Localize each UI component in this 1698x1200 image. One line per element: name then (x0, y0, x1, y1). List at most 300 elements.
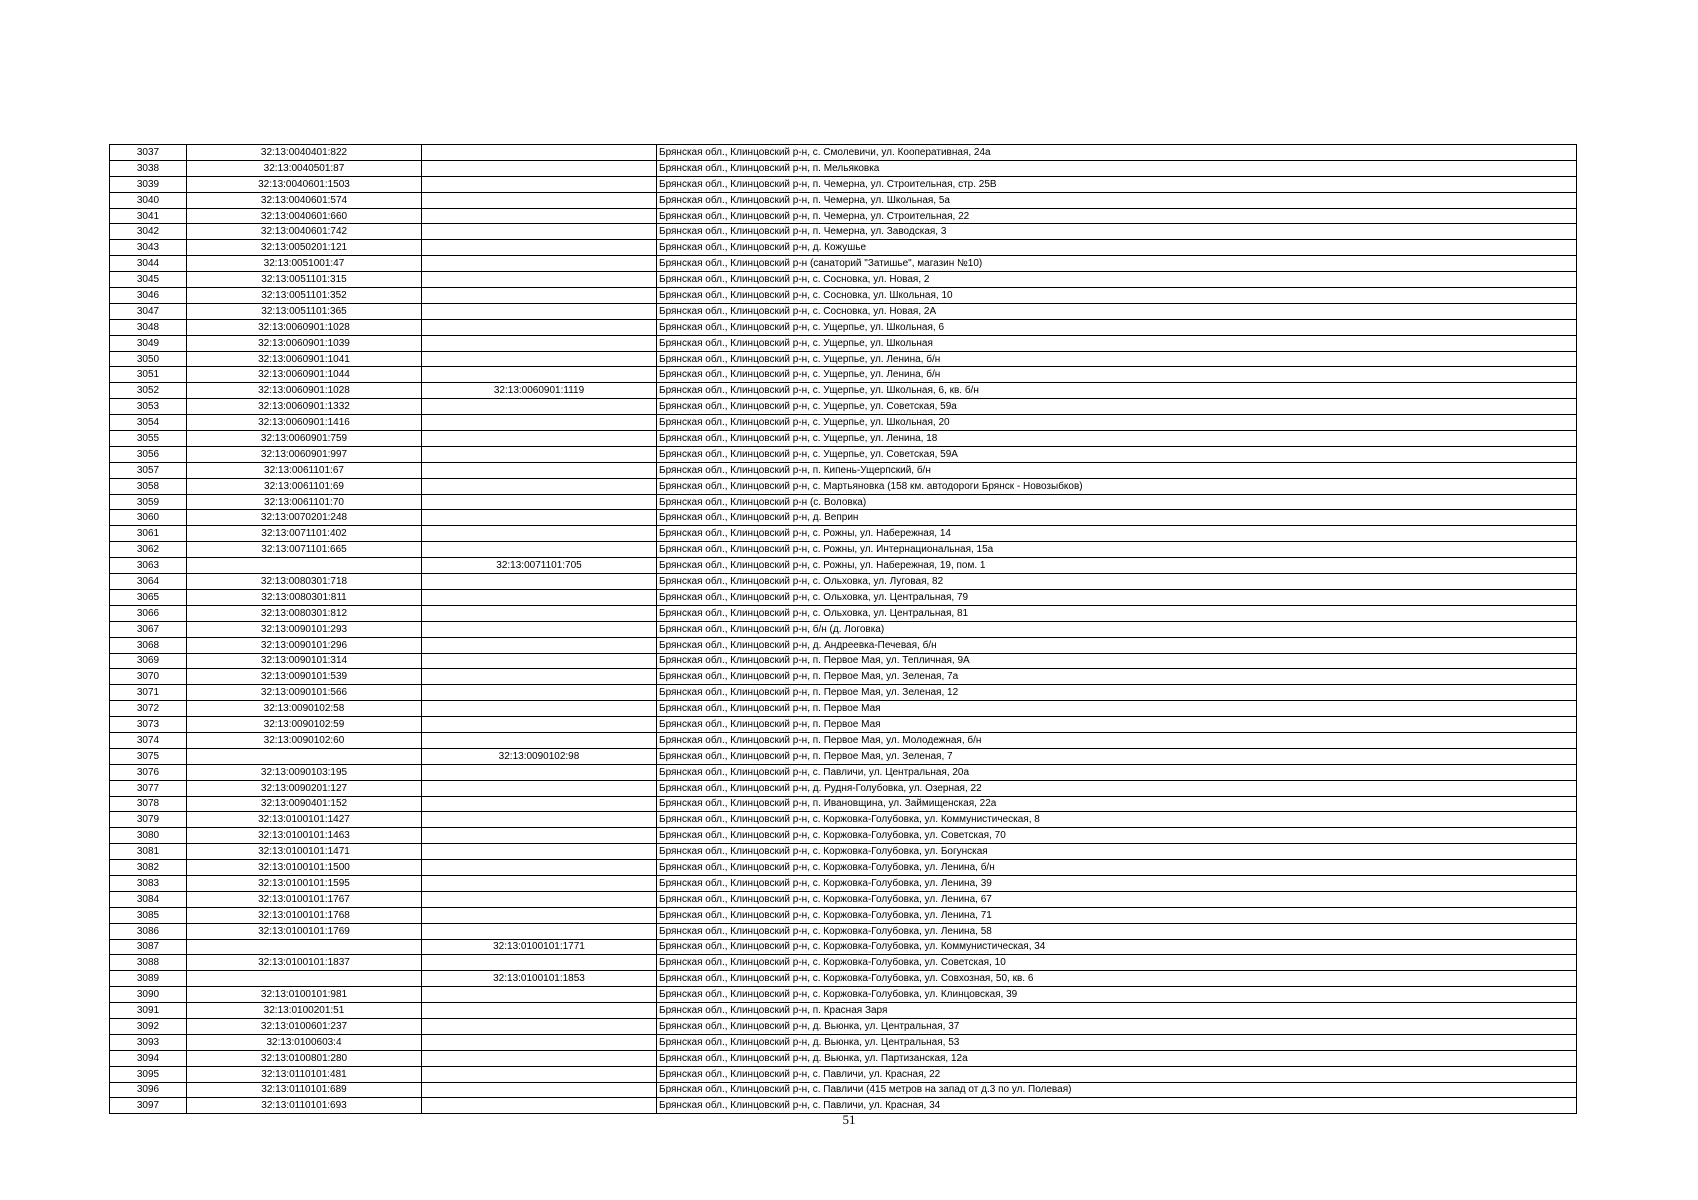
row-number-cell: 3058 (110, 478, 187, 494)
address-cell: Брянская обл., Клинцовский р-н, п. Чемерна, ул. Школьная, 5а (657, 192, 1577, 208)
secondary-cadastral-number-cell (422, 637, 657, 653)
address-cell: Брянская обл., Клинцовский р-н, д. Кожушье (657, 240, 1577, 256)
address-cell: Брянская обл., Клинцовский р-н, п. Первое Мая, ул. Зеленая, 7 (657, 748, 1577, 764)
row-number-cell: 3037 (110, 145, 187, 161)
table-row (110, 732, 1577, 748)
table-row (110, 764, 1577, 780)
secondary-cadastral-number-cell (422, 780, 657, 796)
table-row (110, 240, 1577, 256)
table-row (110, 1082, 1577, 1098)
address-cell: Брянская обл., Клинцовский р-н, с. Рожны, ул. Набережная, 14 (657, 526, 1577, 542)
secondary-cadastral-number-cell (422, 860, 657, 876)
table-row (110, 939, 1577, 955)
secondary-cadastral-number-cell (422, 399, 657, 415)
address-cell: Брянская обл., Клинцовский р-н, с. Ущерпье, ул. Школьная (657, 335, 1577, 351)
cadastral-number-cell: 32:13:0090101:314 (187, 653, 422, 669)
secondary-cadastral-number-cell (422, 605, 657, 621)
cadastral-number-cell: 32:13:0071101:665 (187, 542, 422, 558)
secondary-cadastral-number-cell (422, 319, 657, 335)
table-row (110, 669, 1577, 685)
table-row (110, 907, 1577, 923)
cadastral-number-cell: 32:13:0080301:812 (187, 605, 422, 621)
row-number-cell: 3076 (110, 764, 187, 780)
address-cell: Брянская обл., Клинцовский р-н, с. Ольховка, ул. Центральная, 79 (657, 589, 1577, 605)
secondary-cadastral-number-cell (422, 526, 657, 542)
cadastral-number-cell: 32:13:0100101:1769 (187, 923, 422, 939)
table-row (110, 542, 1577, 558)
cadastral-number-cell: 32:13:0100101:1463 (187, 828, 422, 844)
table-row (110, 780, 1577, 796)
row-number-cell: 3066 (110, 605, 187, 621)
table-row (110, 510, 1577, 526)
row-number-cell: 3096 (110, 1082, 187, 1098)
secondary-cadastral-number-cell: 32:13:0071101:705 (422, 558, 657, 574)
cadastral-number-cell (187, 558, 422, 574)
table-row (110, 875, 1577, 891)
table-row (110, 176, 1577, 192)
row-number-cell: 3088 (110, 955, 187, 971)
cadastral-number-cell: 32:13:0060901:1332 (187, 399, 422, 415)
table-row (110, 1018, 1577, 1034)
address-cell: Брянская обл., Клинцовский р-н, п. Красная Заря (657, 1003, 1577, 1019)
address-cell: Брянская обл., Клинцовский р-н, п. Чемерна, ул. Строительная, 22 (657, 208, 1577, 224)
address-cell: Брянская обл., Клинцовский р-н, с. Коржовка-Голубовка, ул. Ленина, 67 (657, 891, 1577, 907)
table-row (110, 653, 1577, 669)
row-number-cell: 3051 (110, 367, 187, 383)
secondary-cadastral-number-cell (422, 224, 657, 240)
secondary-cadastral-number-cell (422, 494, 657, 510)
address-cell: Брянская обл., Клинцовский р-н, с. Ущерпье, ул. Советская, 59а (657, 399, 1577, 415)
cadastral-number-cell: 32:13:0100101:1595 (187, 875, 422, 891)
secondary-cadastral-number-cell: 32:13:0100101:1771 (422, 939, 657, 955)
secondary-cadastral-number-cell (422, 621, 657, 637)
row-number-cell: 3078 (110, 796, 187, 812)
table-row (110, 478, 1577, 494)
address-cell: Брянская обл., Клинцовский р-н, п. Первое Мая, ул. Зеленая, 12 (657, 685, 1577, 701)
row-number-cell: 3046 (110, 288, 187, 304)
address-cell: Брянская обл., Клинцовский р-н, д. Вьюнка, ул. Центральная, 37 (657, 1018, 1577, 1034)
row-number-cell: 3043 (110, 240, 187, 256)
address-cell: Брянская обл., Клинцовский р-н, д. Рудня-Голубовка, ул. Озерная, 22 (657, 780, 1577, 796)
table-row (110, 160, 1577, 176)
secondary-cadastral-number-cell (422, 415, 657, 431)
cadastral-number-cell: 32:13:0110101:693 (187, 1098, 422, 1114)
secondary-cadastral-number-cell: 32:13:0090102:98 (422, 748, 657, 764)
secondary-cadastral-number-cell (422, 256, 657, 272)
row-number-cell: 3065 (110, 589, 187, 605)
address-cell: Брянская обл., Клинцовский р-н, п. Чемерна, ул. Заводская, 3 (657, 224, 1577, 240)
secondary-cadastral-number-cell (422, 796, 657, 812)
address-cell: Брянская обл., Клинцовский р-н, с. Коржовка-Голубовка, ул. Богунская (657, 844, 1577, 860)
secondary-cadastral-number-cell (422, 303, 657, 319)
secondary-cadastral-number-cell (422, 272, 657, 288)
table-row (110, 319, 1577, 335)
address-cell: Брянская обл., Клинцовский р-н, д. Веприн (657, 510, 1577, 526)
cadastral-number-cell: 32:13:0090101:296 (187, 637, 422, 653)
address-cell: Брянская обл., Клинцовский р-н, с. Коржовка-Голубовка, ул. Советская, 70 (657, 828, 1577, 844)
secondary-cadastral-number-cell (422, 1034, 657, 1050)
cadastral-number-cell: 32:13:0040501:87 (187, 160, 422, 176)
address-cell: Брянская обл., Клинцовский р-н, с. Ущерпье, ул. Школьная, 6, кв. б/н (657, 383, 1577, 399)
secondary-cadastral-number-cell (422, 1066, 657, 1082)
table-row (110, 621, 1577, 637)
cadastral-number-cell: 32:13:0090401:152 (187, 796, 422, 812)
cadastral-number-cell: 32:13:0040601:660 (187, 208, 422, 224)
address-cell: Брянская обл., Клинцовский р-н, с. Мартьяновка (158 км. автодороги Брянск - Новозыбков) (657, 478, 1577, 494)
table-row (110, 812, 1577, 828)
secondary-cadastral-number-cell (422, 160, 657, 176)
address-cell: Брянская обл., Клинцовский р-н, с. Смолевичи, ул. Кооперативная, 24а (657, 145, 1577, 161)
address-cell: Брянская обл., Клинцовский р-н, с. Павличи, ул. Центральная, 20а (657, 764, 1577, 780)
row-number-cell: 3052 (110, 383, 187, 399)
row-number-cell: 3080 (110, 828, 187, 844)
cadastral-number-cell: 32:13:0060901:997 (187, 446, 422, 462)
row-number-cell: 3077 (110, 780, 187, 796)
row-number-cell: 3075 (110, 748, 187, 764)
address-cell: Брянская обл., Клинцовский р-н, с. Рожны, ул. Набережная, 19, пом. 1 (657, 558, 1577, 574)
cadastral-number-cell: 32:13:0080301:718 (187, 574, 422, 590)
secondary-cadastral-number-cell (422, 431, 657, 447)
cadastral-number-cell: 32:13:0100101:1471 (187, 844, 422, 860)
secondary-cadastral-number-cell (422, 1050, 657, 1066)
address-cell: Брянская обл., Клинцовский р-н, п. Первое Мая, ул. Молодежная, б/н (657, 732, 1577, 748)
cadastral-number-cell: 32:13:0060901:759 (187, 431, 422, 447)
table-row (110, 891, 1577, 907)
cadastral-number-cell (187, 748, 422, 764)
cadastral-number-cell: 32:13:0060901:1028 (187, 383, 422, 399)
address-cell: Брянская обл., Клинцовский р-н, б/н (д. Логовка) (657, 621, 1577, 637)
table-row (110, 303, 1577, 319)
cadastral-number-cell: 32:13:0090101:566 (187, 685, 422, 701)
row-number-cell: 3056 (110, 446, 187, 462)
address-cell: Брянская обл., Клинцовский р-н (с. Воловка) (657, 494, 1577, 510)
registry-table-body (110, 145, 1577, 1114)
table-row (110, 574, 1577, 590)
secondary-cadastral-number-cell (422, 764, 657, 780)
secondary-cadastral-number-cell (422, 145, 657, 161)
table-row (110, 256, 1577, 272)
secondary-cadastral-number-cell (422, 891, 657, 907)
cadastral-number-cell: 32:13:0051101:315 (187, 272, 422, 288)
secondary-cadastral-number-cell (422, 542, 657, 558)
address-cell: Брянская обл., Клинцовский р-н, п. Первое Мая (657, 717, 1577, 733)
address-cell: Брянская обл., Клинцовский р-н, п. Ивановщина, ул. Займищенская, 22а (657, 796, 1577, 812)
address-cell: Брянская обл., Клинцовский р-н, д. Андреевка-Печевая, б/н (657, 637, 1577, 653)
cadastral-number-cell: 32:13:0060901:1039 (187, 335, 422, 351)
row-number-cell: 3067 (110, 621, 187, 637)
row-number-cell: 3064 (110, 574, 187, 590)
address-cell: Брянская обл., Клинцовский р-н, с. Павличи (415 метров на запад от д.3 по ул. Полевая) (657, 1082, 1577, 1098)
cadastral-number-cell: 32:13:0061101:67 (187, 462, 422, 478)
row-number-cell: 3038 (110, 160, 187, 176)
secondary-cadastral-number-cell (422, 240, 657, 256)
address-cell: Брянская обл., Клинцовский р-н, п. Кипень-Ущерпский, б/н (657, 462, 1577, 478)
row-number-cell: 3074 (110, 732, 187, 748)
address-cell: Брянская обл., Клинцовский р-н, с. Ущерпье, ул. Школьная, 20 (657, 415, 1577, 431)
address-cell: Брянская обл., Клинцовский р-н, с. Коржовка-Голубовка, ул. Совхозная, 50, кв. 6 (657, 971, 1577, 987)
table-row (110, 558, 1577, 574)
cadastral-number-cell: 32:13:0100201:51 (187, 1003, 422, 1019)
table-row (110, 971, 1577, 987)
table-row (110, 351, 1577, 367)
secondary-cadastral-number-cell (422, 574, 657, 590)
secondary-cadastral-number-cell (422, 1003, 657, 1019)
cadastral-number-cell: 32:13:0100601:237 (187, 1018, 422, 1034)
cadastral-number-cell: 32:13:0040401:822 (187, 145, 422, 161)
row-number-cell: 3090 (110, 987, 187, 1003)
row-number-cell: 3091 (110, 1003, 187, 1019)
row-number-cell: 3073 (110, 717, 187, 733)
cadastral-number-cell: 32:13:0060901:1028 (187, 319, 422, 335)
row-number-cell: 3039 (110, 176, 187, 192)
cadastral-number-cell: 32:13:0060901:1416 (187, 415, 422, 431)
cadastral-number-cell: 32:13:0090103:195 (187, 764, 422, 780)
address-cell: Брянская обл., Клинцовский р-н, с. Ольховка, ул. Центральная, 81 (657, 605, 1577, 621)
address-cell: Брянская обл., Клинцовский р-н, с. Коржовка-Голубовка, ул. Ленина, 58 (657, 923, 1577, 939)
table-row (110, 796, 1577, 812)
address-cell: Брянская обл., Клинцовский р-н, д. Вьюнка, ул. Центральная, 53 (657, 1034, 1577, 1050)
table-row (110, 955, 1577, 971)
row-number-cell: 3071 (110, 685, 187, 701)
table-row (110, 685, 1577, 701)
cadastral-number-cell: 32:13:0090101:293 (187, 621, 422, 637)
table-row (110, 272, 1577, 288)
row-number-cell: 3079 (110, 812, 187, 828)
table-row (110, 145, 1577, 161)
secondary-cadastral-number-cell (422, 955, 657, 971)
address-cell: Брянская обл., Клинцовский р-н, с. Сосновка, ул. Новая, 2 (657, 272, 1577, 288)
address-cell: Брянская обл., Клинцовский р-н, с. Коржовка-Голубовка, ул. Ленина, б/н (657, 860, 1577, 876)
table-row (110, 208, 1577, 224)
row-number-cell: 3061 (110, 526, 187, 542)
secondary-cadastral-number-cell (422, 176, 657, 192)
address-cell: Брянская обл., Клинцовский р-н, с. Сосновка, ул. Новая, 2А (657, 303, 1577, 319)
cadastral-number-cell: 32:13:0100101:981 (187, 987, 422, 1003)
table-row (110, 828, 1577, 844)
secondary-cadastral-number-cell (422, 987, 657, 1003)
address-cell: Брянская обл., Клинцовский р-н, п. Первое Мая, ул. Тепличная, 9А (657, 653, 1577, 669)
secondary-cadastral-number-cell (422, 907, 657, 923)
row-number-cell: 3041 (110, 208, 187, 224)
cadastral-number-cell: 32:13:0060901:1041 (187, 351, 422, 367)
table-row (110, 367, 1577, 383)
row-number-cell: 3054 (110, 415, 187, 431)
row-number-cell: 3083 (110, 875, 187, 891)
table-row (110, 224, 1577, 240)
row-number-cell: 3086 (110, 923, 187, 939)
address-cell: Брянская обл., Клинцовский р-н, с. Коржовка-Голубовка, ул. Ленина, 39 (657, 875, 1577, 891)
cadastral-number-cell: 32:13:0051101:352 (187, 288, 422, 304)
cadastral-number-cell: 32:13:0061101:70 (187, 494, 422, 510)
address-cell: Брянская обл., Клинцовский р-н, п. Первое Мая, ул. Зеленая, 7а (657, 669, 1577, 685)
row-number-cell: 3063 (110, 558, 187, 574)
row-number-cell: 3059 (110, 494, 187, 510)
cadastral-number-cell: 32:13:0080301:811 (187, 589, 422, 605)
table-row (110, 637, 1577, 653)
cadastral-number-cell: 32:13:0100101:1837 (187, 955, 422, 971)
cadastral-number-cell: 32:13:0090102:60 (187, 732, 422, 748)
secondary-cadastral-number-cell (422, 335, 657, 351)
table-row (110, 923, 1577, 939)
row-number-cell: 3053 (110, 399, 187, 415)
secondary-cadastral-number-cell (422, 351, 657, 367)
address-cell: Брянская обл., Клинцовский р-н, с. Сосновка, ул. Школьная, 10 (657, 288, 1577, 304)
table-row (110, 701, 1577, 717)
secondary-cadastral-number-cell (422, 717, 657, 733)
address-cell: Брянская обл., Клинцовский р-н, с. Ущерпье, ул. Школьная, 6 (657, 319, 1577, 335)
row-number-cell: 3042 (110, 224, 187, 240)
table-row (110, 399, 1577, 415)
secondary-cadastral-number-cell (422, 192, 657, 208)
address-cell: Брянская обл., Клинцовский р-н, с. Павличи, ул. Красная, 34 (657, 1098, 1577, 1114)
row-number-cell: 3070 (110, 669, 187, 685)
secondary-cadastral-number-cell (422, 923, 657, 939)
table-row (110, 1003, 1577, 1019)
cadastral-number-cell: 32:13:0040601:1503 (187, 176, 422, 192)
table-row (110, 526, 1577, 542)
table-row (110, 748, 1577, 764)
table-row (110, 717, 1577, 733)
secondary-cadastral-number-cell (422, 510, 657, 526)
cadastral-number-cell: 32:13:0060901:1044 (187, 367, 422, 383)
row-number-cell: 3068 (110, 637, 187, 653)
table-row (110, 383, 1577, 399)
row-number-cell: 3050 (110, 351, 187, 367)
row-number-cell: 3092 (110, 1018, 187, 1034)
secondary-cadastral-number-cell (422, 828, 657, 844)
secondary-cadastral-number-cell (422, 669, 657, 685)
table-row (110, 860, 1577, 876)
row-number-cell: 3045 (110, 272, 187, 288)
address-cell: Брянская обл., Клинцовский р-н, с. Ольховка, ул. Луговая, 82 (657, 574, 1577, 590)
secondary-cadastral-number-cell (422, 812, 657, 828)
row-number-cell: 3057 (110, 462, 187, 478)
cadastral-number-cell: 32:13:0061101:69 (187, 478, 422, 494)
secondary-cadastral-number-cell (422, 701, 657, 717)
row-number-cell: 3055 (110, 431, 187, 447)
table-row (110, 288, 1577, 304)
row-number-cell: 3044 (110, 256, 187, 272)
address-cell: Брянская обл., Клинцовский р-н, с. Павличи, ул. Красная, 22 (657, 1066, 1577, 1082)
cadastral-number-cell: 32:13:0090102:58 (187, 701, 422, 717)
secondary-cadastral-number-cell (422, 288, 657, 304)
row-number-cell: 3089 (110, 971, 187, 987)
address-cell: Брянская обл., Клинцовский р-н, с. Ущерпье, ул. Ленина, б/н (657, 351, 1577, 367)
table-row (110, 415, 1577, 431)
secondary-cadastral-number-cell (422, 478, 657, 494)
cadastral-number-cell: 32:13:0040601:742 (187, 224, 422, 240)
cadastral-number-cell: 32:13:0110101:689 (187, 1082, 422, 1098)
cadastral-number-cell: 32:13:0100801:280 (187, 1050, 422, 1066)
secondary-cadastral-number-cell (422, 367, 657, 383)
secondary-cadastral-number-cell (422, 732, 657, 748)
address-cell: Брянская обл., Клинцовский р-н (санаторий "Затишье", магазин №10) (657, 256, 1577, 272)
secondary-cadastral-number-cell (422, 1018, 657, 1034)
cadastral-number-cell: 32:13:0090102:59 (187, 717, 422, 733)
cadastral-number-cell: 32:13:0051101:365 (187, 303, 422, 319)
secondary-cadastral-number-cell (422, 462, 657, 478)
cadastral-number-cell: 32:13:0090201:127 (187, 780, 422, 796)
table-row (110, 192, 1577, 208)
secondary-cadastral-number-cell: 32:13:0060901:1119 (422, 383, 657, 399)
address-cell: Брянская обл., Клинцовский р-н, с. Коржовка-Голубовка, ул. Коммунистическая, 8 (657, 812, 1577, 828)
secondary-cadastral-number-cell (422, 653, 657, 669)
table-row (110, 494, 1577, 510)
cadastral-number-cell: 32:13:0040601:574 (187, 192, 422, 208)
row-number-cell: 3084 (110, 891, 187, 907)
row-number-cell: 3049 (110, 335, 187, 351)
row-number-cell: 3040 (110, 192, 187, 208)
cadastral-number-cell: 32:13:0050201:121 (187, 240, 422, 256)
address-cell: Брянская обл., Клинцовский р-н, с. Коржовка-Голубовка, ул. Коммунистическая, 34 (657, 939, 1577, 955)
address-cell: Брянская обл., Клинцовский р-н, п. Мельяковка (657, 160, 1577, 176)
secondary-cadastral-number-cell (422, 446, 657, 462)
table-row (110, 1034, 1577, 1050)
cadastral-number-cell: 32:13:0090101:539 (187, 669, 422, 685)
secondary-cadastral-number-cell: 32:13:0100101:1853 (422, 971, 657, 987)
address-cell: Брянская обл., Клинцовский р-н, с. Коржовка-Голубовка, ул. Ленина, 71 (657, 907, 1577, 923)
registry-table (109, 144, 1577, 1114)
address-cell: Брянская обл., Клинцовский р-н, п. Первое Мая (657, 701, 1577, 717)
secondary-cadastral-number-cell (422, 1082, 657, 1098)
table-row (110, 589, 1577, 605)
row-number-cell: 3095 (110, 1066, 187, 1082)
table-row (110, 844, 1577, 860)
page-number: 51 (842, 1112, 856, 1127)
row-number-cell: 3093 (110, 1034, 187, 1050)
address-cell: Брянская обл., Клинцовский р-н, с. Коржовка-Голубовка, ул. Советская, 10 (657, 955, 1577, 971)
cadastral-number-cell: 32:13:0110101:481 (187, 1066, 422, 1082)
row-number-cell: 3087 (110, 939, 187, 955)
address-cell: Брянская обл., Клинцовский р-н, с. Ущерпье, ул. Ленина, б/н (657, 367, 1577, 383)
address-cell: Брянская обл., Клинцовский р-н, д. Вьюнка, ул. Партизанская, 12а (657, 1050, 1577, 1066)
address-cell: Брянская обл., Клинцовский р-н, с. Рожны, ул. Интернациональная, 15а (657, 542, 1577, 558)
cadastral-number-cell: 32:13:0071101:402 (187, 526, 422, 542)
row-number-cell: 3062 (110, 542, 187, 558)
table-row (110, 1050, 1577, 1066)
table-row (110, 446, 1577, 462)
table-row (110, 431, 1577, 447)
row-number-cell: 3081 (110, 844, 187, 860)
row-number-cell: 3060 (110, 510, 187, 526)
cadastral-number-cell: 32:13:0100101:1500 (187, 860, 422, 876)
row-number-cell: 3094 (110, 1050, 187, 1066)
secondary-cadastral-number-cell (422, 208, 657, 224)
cadastral-number-cell: 32:13:0100603:4 (187, 1034, 422, 1050)
cadastral-number-cell (187, 939, 422, 955)
cadastral-number-cell (187, 971, 422, 987)
row-number-cell: 3048 (110, 319, 187, 335)
cadastral-number-cell: 32:13:0100101:1427 (187, 812, 422, 828)
address-cell: Брянская обл., Клинцовский р-н, с. Ущерпье, ул. Советская, 59А (657, 446, 1577, 462)
table-row (110, 605, 1577, 621)
table-row (110, 1066, 1577, 1082)
address-cell: Брянская обл., Клинцовский р-н, с. Коржовка-Голубовка, ул. Клинцовская, 39 (657, 987, 1577, 1003)
row-number-cell: 3047 (110, 303, 187, 319)
cadastral-number-cell: 32:13:0100101:1767 (187, 891, 422, 907)
secondary-cadastral-number-cell (422, 685, 657, 701)
secondary-cadastral-number-cell (422, 589, 657, 605)
row-number-cell: 3085 (110, 907, 187, 923)
table-row (110, 462, 1577, 478)
row-number-cell: 3097 (110, 1098, 187, 1114)
secondary-cadastral-number-cell (422, 875, 657, 891)
cadastral-number-cell: 32:13:0051001:47 (187, 256, 422, 272)
table-row (110, 335, 1577, 351)
cadastral-number-cell: 32:13:0070201:248 (187, 510, 422, 526)
cadastral-number-cell: 32:13:0100101:1768 (187, 907, 422, 923)
secondary-cadastral-number-cell (422, 844, 657, 860)
